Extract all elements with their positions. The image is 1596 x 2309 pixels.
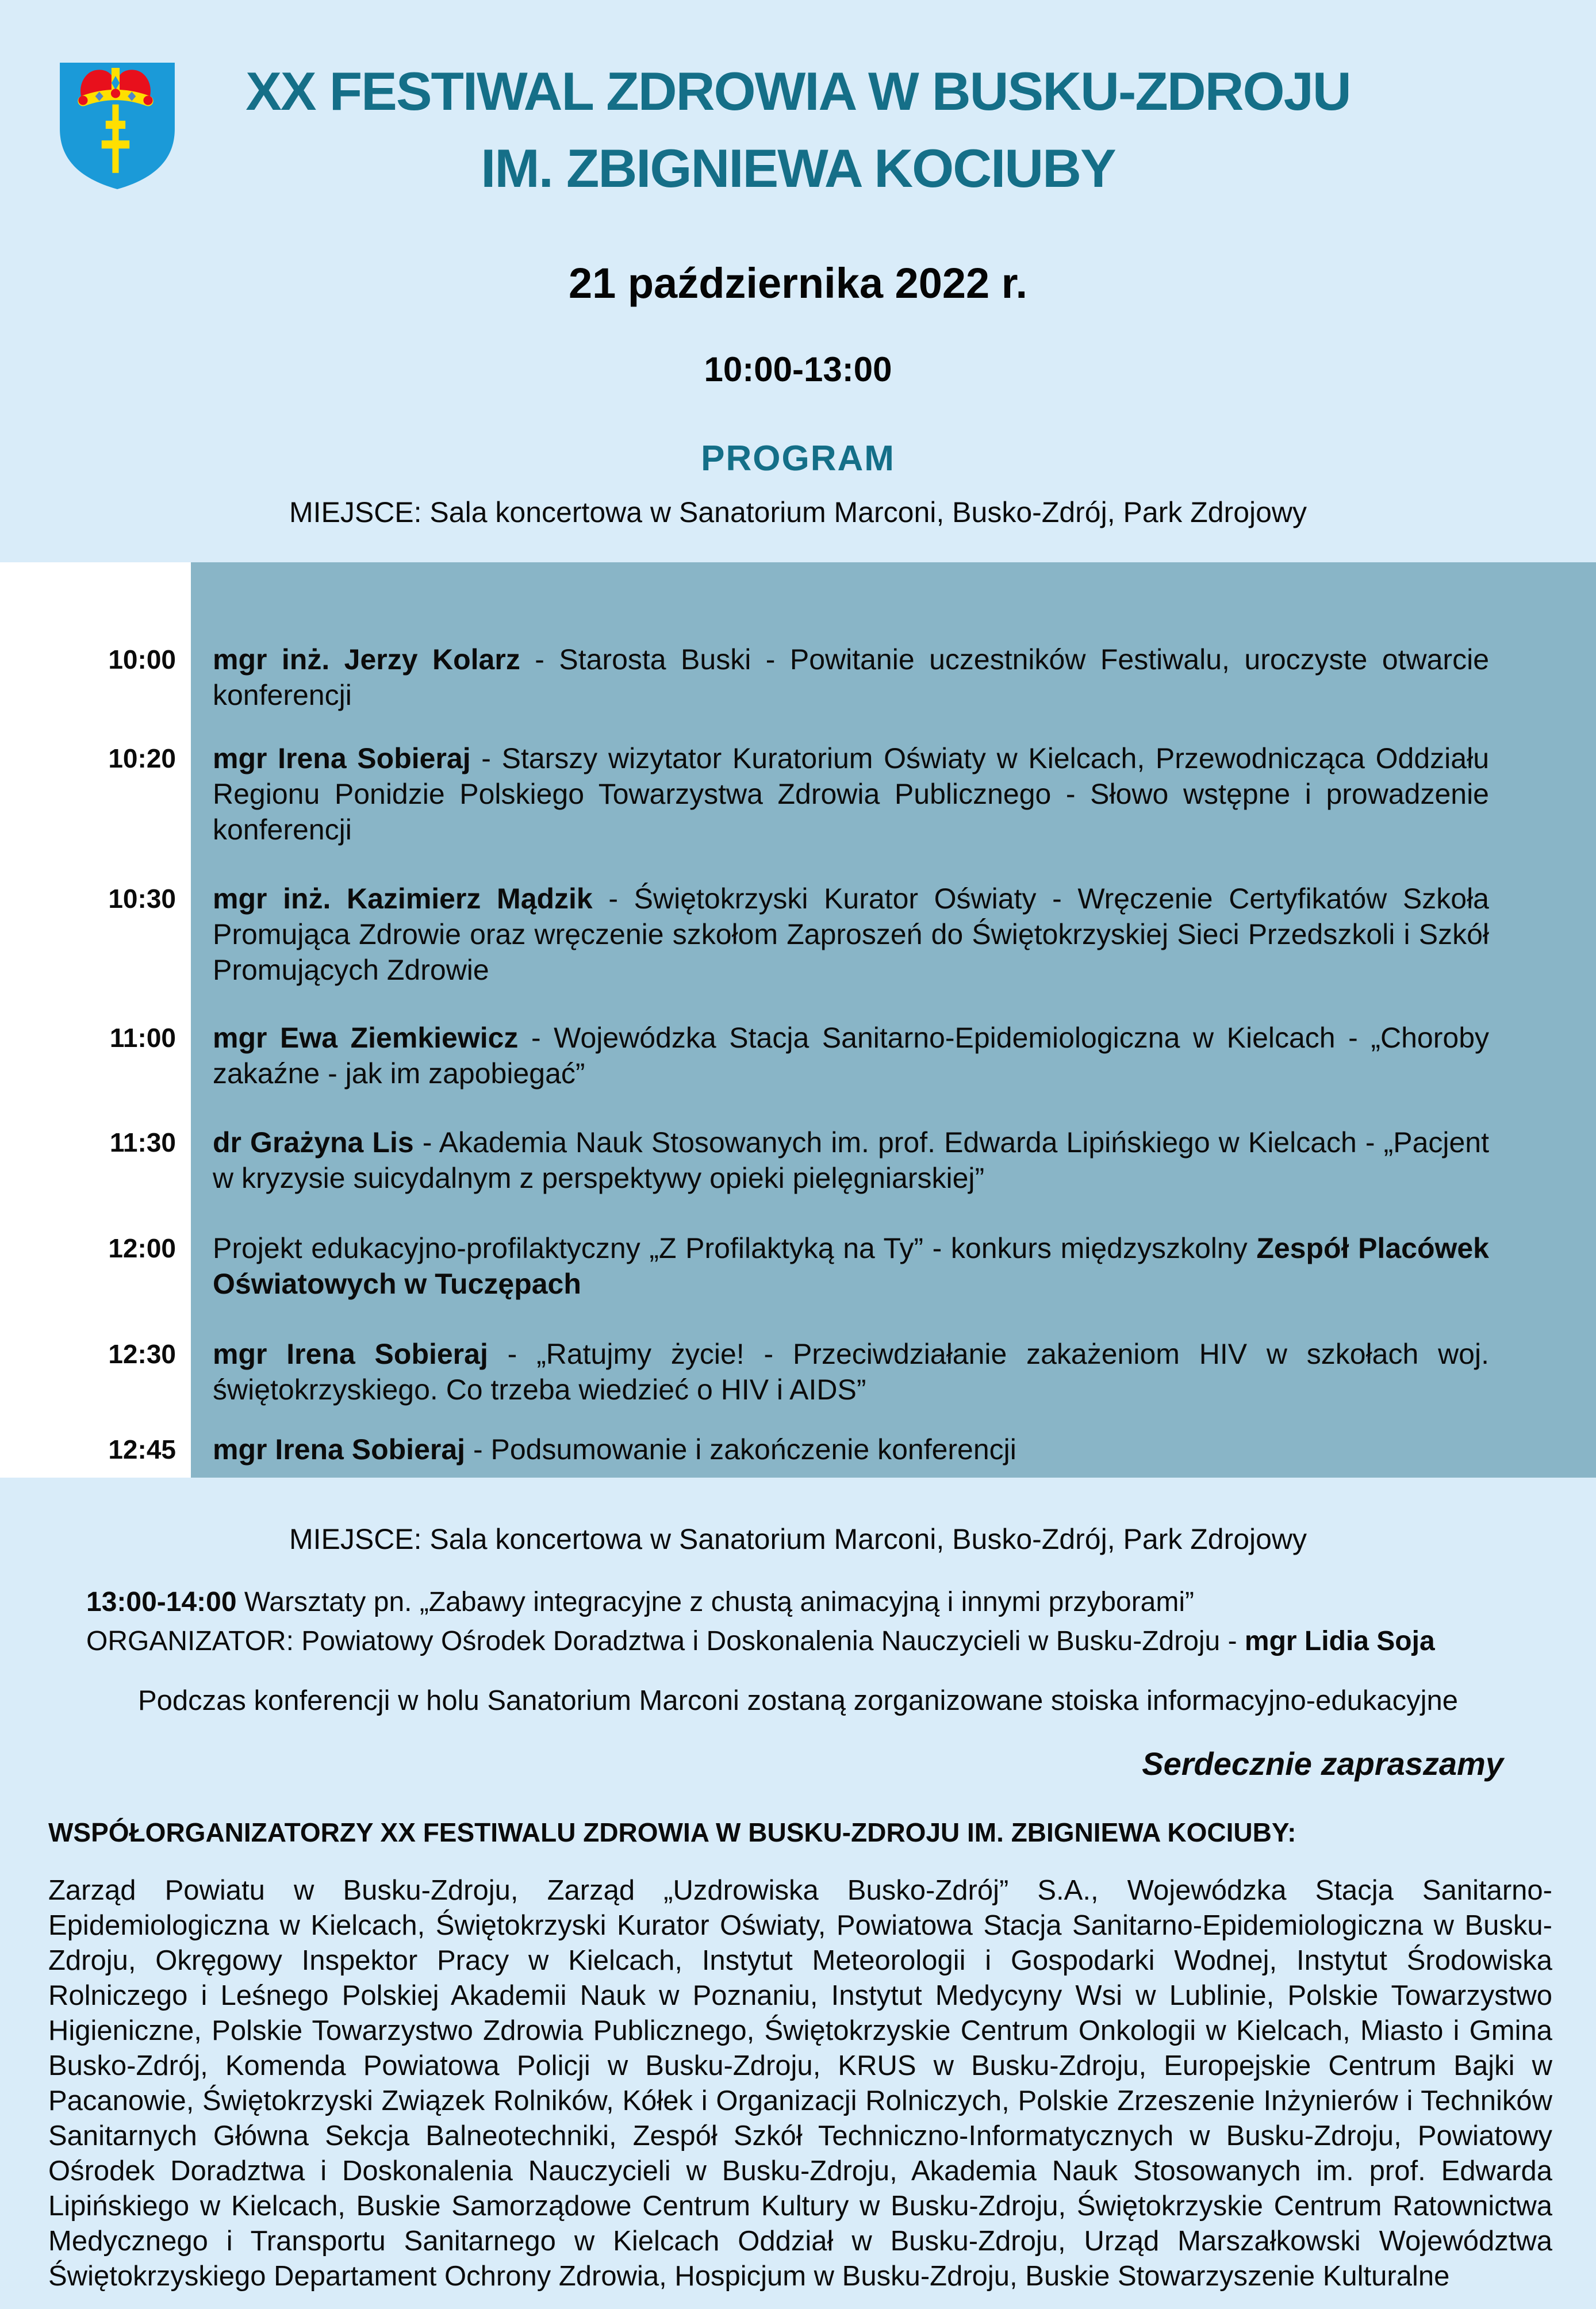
organizer-text: ORGANIZATOR: Powiatowy Ośrodek Doradztwa i Doskonalenia Nauczycieli w Busku-Zdroju -: [86, 1626, 1245, 1656]
event-hours: 10:00-13:00: [704, 350, 892, 389]
schedule-entry: [213, 1336, 1489, 1407]
speaker-name: mgr Irena Sobieraj: [213, 742, 471, 774]
schedule-time: 11:00: [109, 1023, 176, 1053]
entry-text: - Wojewódzka Stacja Sanitarno-Epidemiologiczna w Kielcach - „Choroby zakaźne - jak im zapobiegać”: [213, 1022, 1489, 1090]
workshop-time: 13:00-14:00: [86, 1587, 237, 1617]
info-stands-line: Podczas konferencji w holu Sanatorium Marconi zostaną zorganizowane stoiska informacyjno-edukacyjne: [137, 1685, 1458, 1716]
title-line-2: IM. ZBIGNIEWA KOCIUBY: [481, 138, 1115, 198]
schedule-entry: [213, 1432, 1489, 1467]
schedule-entry: [213, 642, 1489, 713]
speaker-name: mgr inż. Kazimierz Mądzik: [213, 883, 593, 915]
workshop-line: [86, 1585, 1498, 1620]
schedule-row: [0, 1020, 1596, 1091]
schedule-time: 12:30: [108, 1339, 176, 1369]
schedule-entry: [213, 881, 1489, 988]
title-line-1: XX FESTIWAL ZDROWIA W BUSKU-ZDROJU: [245, 61, 1351, 121]
entry-text: - Świętokrzyski Kurator Oświaty - Wręczenie Certyfikatów Szkoła Promująca Zdrowie oraz wręczenie szkołom Zaproszeń do Świętokrzyskiej Sieci Przedszkoli i Szkół Promujących Zdrowie: [213, 883, 1489, 986]
entry-bold-suffix: Zespół Placówek Oświatowych w Tuczępach: [213, 1232, 1489, 1300]
venue-line-bottom: MIEJSCE: Sala koncertowa w Sanatorium Marconi, Busko-Zdrój, Park Zdrojowy: [289, 1523, 1307, 1555]
program-heading: PROGRAM: [701, 439, 895, 478]
speaker-name: mgr Ewa Ziemkiewicz: [213, 1022, 519, 1054]
schedule-time: 12:00: [108, 1233, 176, 1263]
schedule-time: 10:00: [108, 645, 176, 674]
schedule-row: [0, 881, 1596, 988]
speaker-name: mgr inż. Jerzy Kolarz: [213, 643, 520, 676]
schedule-row: [0, 642, 1596, 713]
coorganizers-paragraph: Zarząd Powiatu w Busku-Zdroju, Zarząd „Uzdrowiska Busko-Zdrój” S.A., Wojewódzka Stacja Sanitarno-Epidemiologiczna w Kielcach, Świętokrzyski Kurator Oświaty, Powiatowa Stacja Sanitarno-Epidemiologiczna w Busku-Zdroju, Okręgowy Inspektor Pracy w Kielcach, Instytut Meteorologii i Gospodarki Wodnej, Instytut Środowiska Rolniczego i Leśnego Polskiej Akademii Nauk w Poznaniu, Instytut Medycyny Wsi w Lublinie, Polskie Towarzystwo Higieniczne, Polskie Towarzystwo Zdrowia Publicznego, Świętokrzyskie Centrum Onkologii w Kielcach, Miasto i Gmina Busko-Zdrój, Komenda Powiatowa Policji w Busku-Zdroju, KRUS w Busku-Zdroju, Europejskie Centrum Bajki w Pacanowie, Świętokrzyski Związek Rolników, Kółek i Organizacji Rolniczych, Polskie Zrzeszenie Inżynierów i Techników Sanitarnych Główna Sekcja Balneotechniki, Zespół Szkół Techniczno-Informatycznych w Busku-Zdroju, Powiatowy Ośrodek Doradztwa i Doskonalenia Nauczycieli w Busku-Zdroju, Akademia Nauk Stosowanych im. prof. Edwarda Lipińskiego w Kielcach, Buskie Samorządowe Centrum Kultury w Busku-Zdroju, Świętokrzyskie Centrum Ratownictwa Medycznego i Transportu Sanitarnego w Kielcach Oddział w Busku-Zdroju, Urząd Marszałkowski Województwa Świętokrzyskiego Departament Ochrony Zdrowia, Hospicjum w Busku-Zdroju, Buskie Stowarzyszenie Kulturalne: [48, 1875, 1552, 2292]
schedule-time: 10:20: [108, 743, 176, 773]
schedule-row: [0, 1230, 1596, 1302]
speaker-name: mgr Irena Sobieraj: [213, 1338, 488, 1370]
schedule-time: 10:30: [108, 884, 176, 914]
schedule-entry: [213, 741, 1489, 847]
workshop-text: Warsztaty pn. „Zabawy integracyjne z chustą animacyjną i innymi przyborami”: [236, 1587, 1195, 1617]
schedule-row: [0, 1336, 1596, 1407]
venue-line-top: MIEJSCE: Sala koncertowa w Sanatorium Marconi, Busko-Zdrój, Park Zdrojowy: [289, 496, 1307, 528]
entry-text: - Starszy wizytator Kuratorium Oświaty w Kielcach, Przewodnicząca Oddziału Regionu Ponidzie Polskiego Towarzystwa Zdrowia Publicznego - Słowo wstępne i prowadzenie konferencji: [213, 742, 1489, 846]
event-date: 21 października 2022 r.: [568, 259, 1028, 307]
schedule-entry: [213, 1230, 1489, 1302]
entry-text: - Starosta Buski - Powitanie uczestników Festiwalu, uroczyste otwarcie konferencji: [213, 643, 1489, 711]
speaker-name: mgr Irena Sobieraj: [213, 1433, 466, 1466]
schedule-row: [0, 741, 1596, 847]
coorganizers-heading: WSPÓŁORGANIZATORZY XX FESTIWALU ZDROWIA W BUSKU-ZDROJU IM. ZBIGNIEWA KOCIUBY:: [48, 1817, 1296, 1847]
schedule-time: 12:45: [108, 1435, 176, 1464]
schedule-row: [0, 1125, 1596, 1196]
closing-invitation: Serdecznie zapraszamy: [1142, 1746, 1503, 1782]
schedule-entry: [213, 1125, 1489, 1196]
schedule-table: [0, 562, 1596, 1478]
entry-text: - „Ratujmy życie! - Przeciwdziałanie zakażeniom HIV w szkołach woj. świętokrzyskiego. Co trzeba wiedzieć o HIV i AIDS”: [213, 1338, 1489, 1406]
entry-text: - Podsumowanie i zakończenie konferencji: [465, 1433, 1016, 1466]
schedule-row: [0, 1432, 1596, 1467]
schedule-entry: [213, 1020, 1489, 1091]
organizer-name: mgr Lidia Soja: [1244, 1626, 1435, 1656]
speaker-name: dr Grażyna Lis: [213, 1126, 414, 1159]
organizer-line: [86, 1624, 1498, 1659]
page-title: [0, 53, 1596, 207]
entry-text: Projekt edukacyjno-profilaktyczny „Z Profilaktyką na Ty” - konkurs międzyszkolny: [213, 1232, 1257, 1264]
entry-text: - Akademia Nauk Stosowanych im. prof. Edwarda Lipińskiego w Kielcach - „Pacjent w kryzysie suicydalnym z perspektywy opieki pielęgniarskiej”: [213, 1126, 1490, 1194]
schedule-time: 11:30: [109, 1127, 176, 1157]
